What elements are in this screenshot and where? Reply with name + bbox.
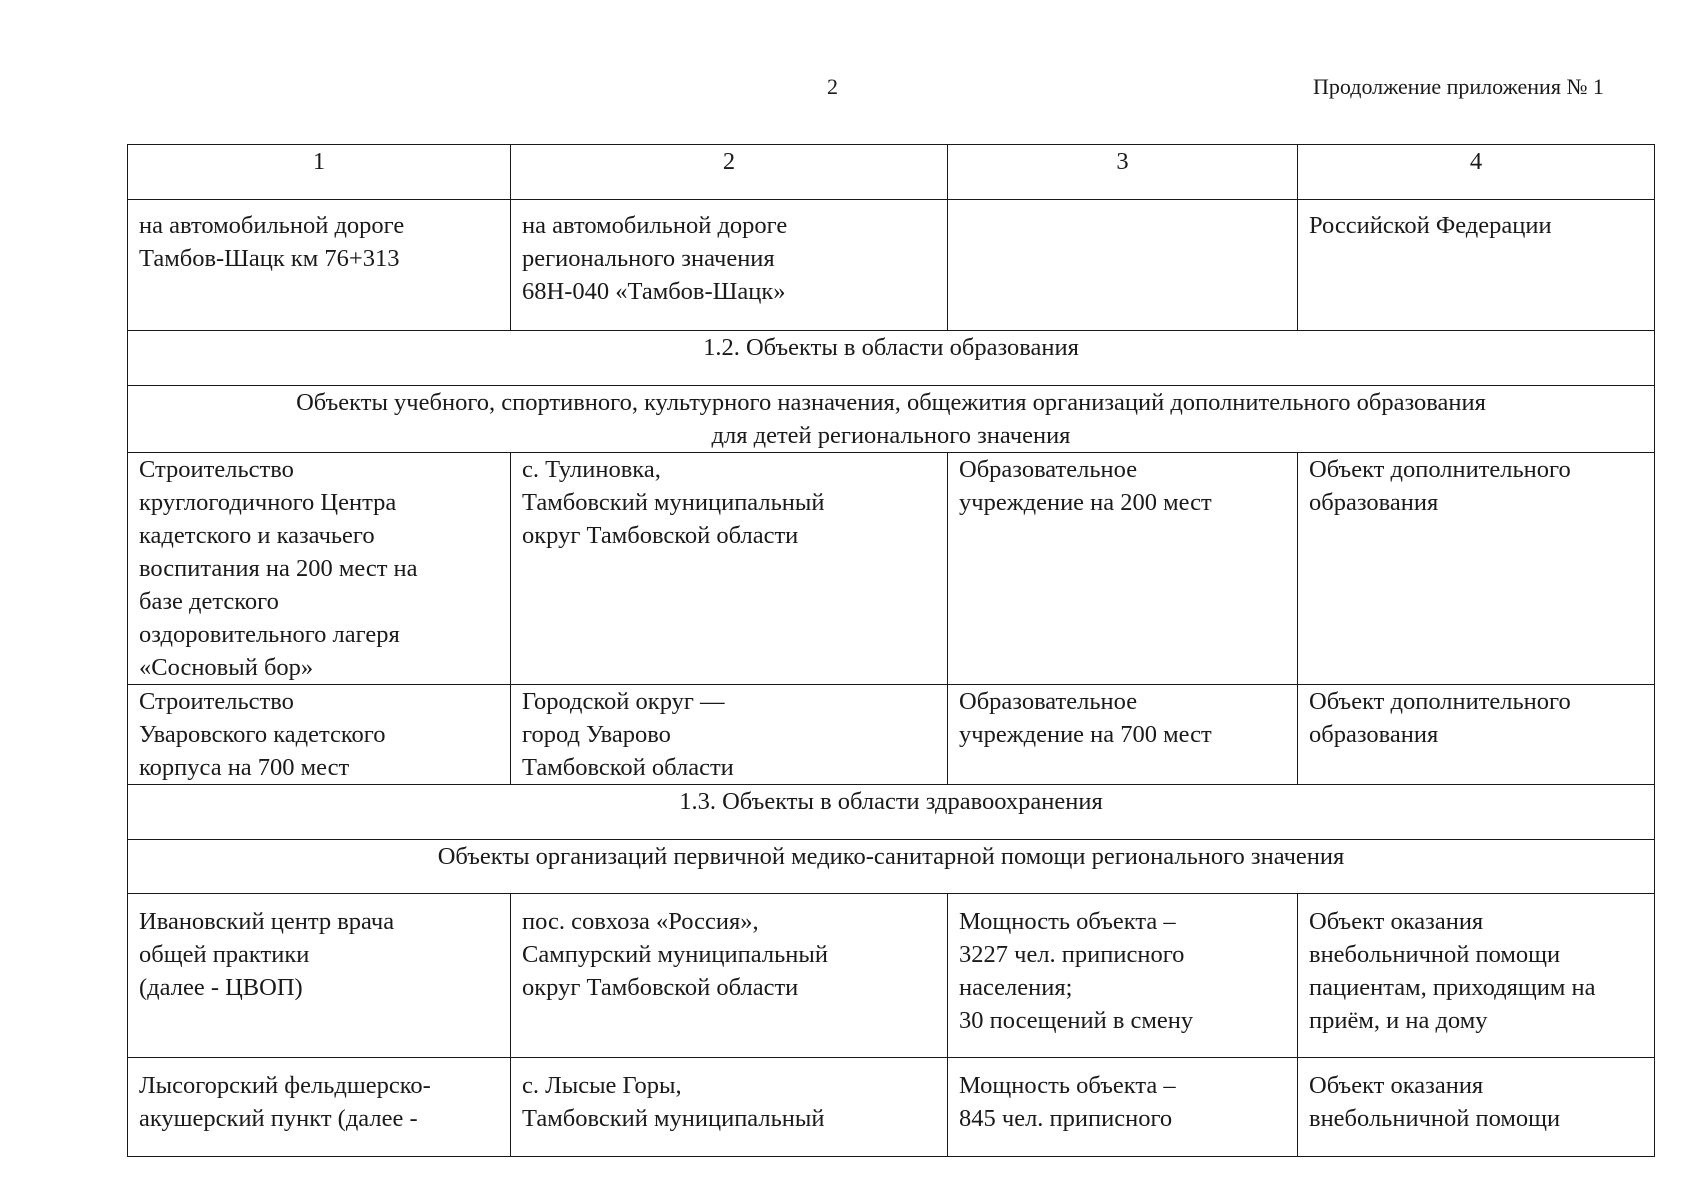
characteristics-cell: [948, 200, 1298, 331]
object-name-cell: Ивановский центр врача общей практики (далее - ЦВОП): [128, 894, 511, 1058]
section-heading-education: 1.2. Объекты в области образования: [128, 331, 1655, 386]
object-name-cell: Лысогорский фельдшерско- акушерский пункт (далее -: [128, 1058, 511, 1157]
purpose-cell: Объект оказания внебольничной помощи пациентам, приходящим на приём, и на дому: [1298, 894, 1655, 1058]
appendix-continuation-note: Продолжение приложения № 1: [1313, 74, 1604, 99]
section-heading-health: 1.3. Объекты в области здравоохранения: [128, 785, 1655, 840]
table-row: [128, 453, 1655, 685]
characteristics-cell: Образовательное учреждение на 700 мест: [948, 685, 1298, 785]
object-name-cell: Строительство круглогодичного Центра кадетского и казачьего воспитания на 200 мест на базе детского оздоровительного лагеря «Сосновый бор»: [128, 453, 511, 685]
characteristics-cell: Мощность объекта – 845 чел. приписного: [948, 1058, 1298, 1157]
object-name-cell: на автомобильной дороге Тамбов-Шацк км 76+313: [128, 200, 511, 331]
table-row: [128, 894, 1655, 1058]
table-header-row: [128, 145, 1655, 200]
subsection-heading-education: Объекты учебного, спортивного, культурного назначения, общежития организаций дополнительного образования для детей регионального значения: [128, 386, 1655, 453]
page-number: 2: [827, 74, 838, 99]
location-cell: пос. совхоза «Россия», Сампурский муниципальный округ Тамбовской области: [511, 894, 948, 1058]
objects-table: [127, 144, 1655, 1157]
purpose-cell: Объект оказания внебольничной помощи: [1298, 1058, 1655, 1157]
column-number-3: 3: [948, 145, 1298, 200]
subsection-row: [128, 840, 1655, 894]
characteristics-cell: Мощность объекта – 3227 чел. приписного населения; 30 посещений в смену: [948, 894, 1298, 1058]
table-row: [128, 200, 1655, 331]
location-cell: на автомобильной дороге регионального значения 68Н-040 «Тамбов-Шацк»: [511, 200, 948, 331]
location-cell: Городской округ — город Уварово Тамбовской области: [511, 685, 948, 785]
subsection-heading-health: Объекты организаций первичной медико-санитарной помощи регионального значения: [128, 840, 1655, 894]
table-row: [128, 685, 1655, 785]
location-cell: с. Лысые Горы, Тамбовский муниципальный: [511, 1058, 948, 1157]
purpose-cell: Российской Федерации: [1298, 200, 1655, 331]
purpose-cell: Объект дополнительного образования: [1298, 453, 1655, 685]
subsection-row: [128, 386, 1655, 453]
section-row: [128, 785, 1655, 840]
location-cell: с. Тулиновка, Тамбовский муниципальный округ Тамбовской области: [511, 453, 948, 685]
column-number-4: 4: [1298, 145, 1655, 200]
column-number-2: 2: [511, 145, 948, 200]
object-name-cell: Строительство Уваровского кадетского корпуса на 700 мест: [128, 685, 511, 785]
column-number-1: 1: [128, 145, 511, 200]
purpose-cell: Объект дополнительного образования: [1298, 685, 1655, 785]
characteristics-cell: Образовательное учреждение на 200 мест: [948, 453, 1298, 685]
table-row: [128, 1058, 1655, 1157]
section-row: [128, 331, 1655, 386]
